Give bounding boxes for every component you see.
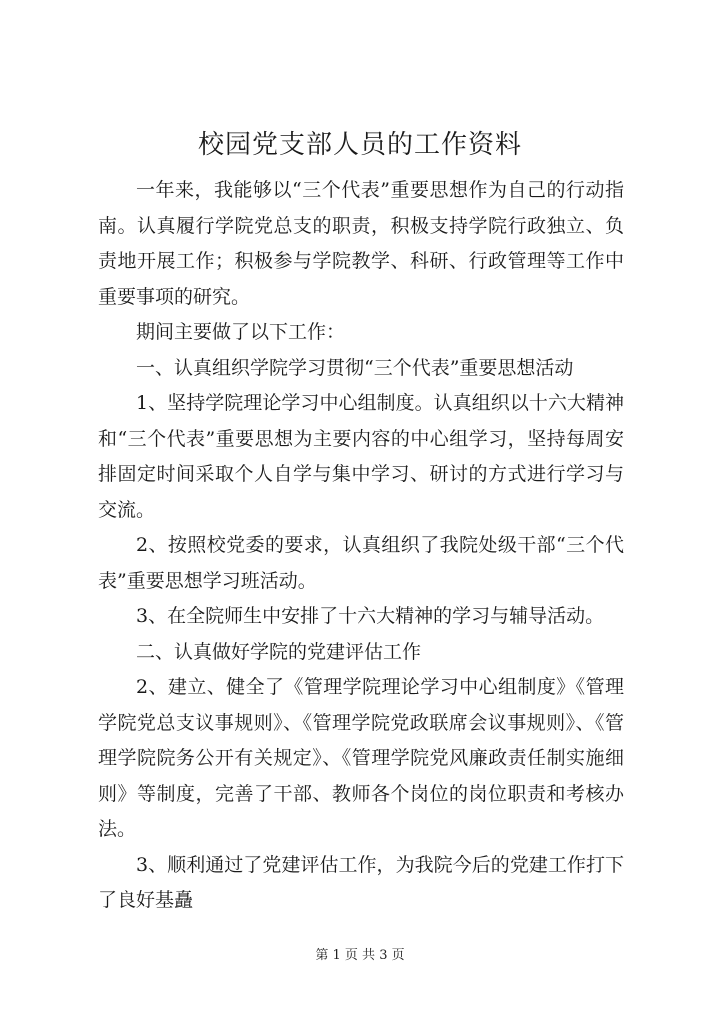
section-heading-2: 二、认真做好学院的党建评估工作 — [136, 640, 422, 663]
document-title: 校园党支部人员的工作资料 — [197, 130, 522, 160]
page-number-footer: 第 1 页 共 3 页 — [315, 948, 405, 963]
paragraph-item-1-3: 3、在全院师生中安排了十六大精神的学习与辅导活动。 — [136, 605, 605, 627]
paragraph-intro: 一年来，我能够以“三个代表”重要思想作为自己的行动指南。认真履行学院党总支的职责，积极支持学院行政独立、负责地开展工作；积极参与学院教学、科研、行政管理等工作中重要事项的研究。 — [98, 179, 624, 308]
paragraph-item-2-2: 2、建立、健全了《管理学院理论学习中心组制度》《管理学院党总支议事规则》、《管理学院党政联席会议事规则》、《管理学院院务公开有关规定》、《管理学院党风廉政责任制实施细则》等制度，完善了干部、教师各个岗位的岗位职责和考核办法。 — [98, 676, 624, 840]
section-heading-1: 一、认真组织学院学习贯彻“三个代表”重要思想活动 — [136, 356, 574, 379]
document-body — [98, 173, 624, 919]
paragraph-item-2-3: 3、顺利通过了党建评估工作，为我院今后的党建工作打下了良好基矗 — [98, 853, 624, 911]
paragraph-item-1-1: 1、坚持学院理论学习中心组制度。认真组织以十六大精神和“三个代表”重要思想为主要内容的中心组学习，坚持每周安排固定时间采取个人自学与集中学习、研讨的方式进行学习与交流。 — [98, 392, 624, 521]
paragraph-item-1-2: 2、按照校党委的要求，认真组织了我院处级干部“三个代表”重要思想学习班活动。 — [98, 534, 624, 592]
paragraph-work-summary: 期间主要做了以下工作： — [136, 321, 346, 343]
